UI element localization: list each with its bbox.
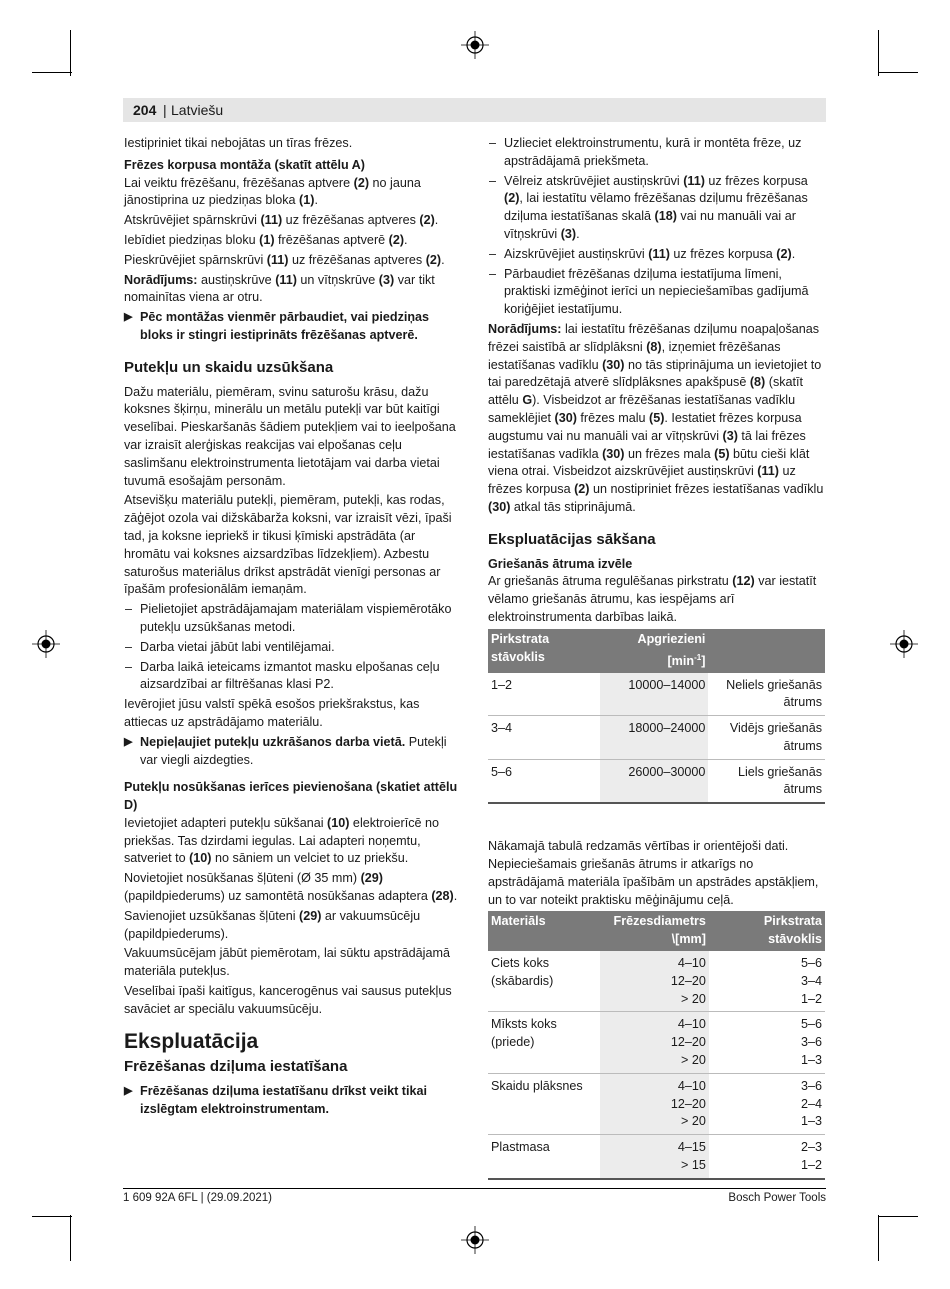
paragraph: Iebīdiet piedziņas bloku (1) frēzēšanas aptverē (2). [124, 232, 408, 247]
left-column [124, 135, 462, 1121]
crop-mark [878, 1215, 879, 1261]
table-header: Apgriezieni $[\min^{-1}]$ [600, 629, 708, 673]
arrow-icon: ▶ [124, 735, 133, 748]
list-item: – Darba laikā ieteicams izmantot masku elpošanas ceļu aizsardzībai ar filtrēšanas klasi P2. [125, 659, 440, 692]
section-title: Ekspluatācijas sākšana [488, 530, 656, 548]
table-row: 1–2 10000–14000 Neliels griešanās ātrums [488, 673, 825, 716]
table-header: Pirkstrata stāvoklis [488, 629, 600, 673]
arrow-icon: ▶ [124, 1085, 133, 1098]
paragraph: Ievērojiet jūsu valstī spēkā esošos priekšrakstus, kas attiecas uz apstrādājamo materiālu. [124, 697, 420, 729]
paragraph: Dažu materiālu, piemēram, svinu saturošu krāsu, dažu koksnes šķirņu, minerālu un metālu putekļi var būt kaitīgi veselībai. Pieskaršanās šādiem putekļiem vai to ieelpošana var izraisīt alerģiskas reakcijas vai elpošanas ceļu saslimšanu elektroinstrumenta lietotājam vai darba vietai tuvumā esošajām personām. [124, 384, 456, 488]
paragraph: Novietojiet nosūkšanas šļūteni (Ø 35 mm) (29) (papildpiederums) uz samontētā nosūkšanas adaptera (28). [124, 871, 458, 904]
footer-brand: Bosch Power Tools [728, 1192, 826, 1204]
registration-mark-left [32, 630, 60, 658]
material-table [488, 911, 825, 1179]
chapter-title: Ekspluatācija [124, 1029, 259, 1053]
section-subtitle: Putekļu nosūkšanas ierīces pievienošana (skatiet attēlu D) [124, 780, 458, 813]
table-header: Materiāls [488, 911, 600, 951]
speed-table [488, 629, 825, 805]
section-title: Putekļu un skaidu uzsūkšana [124, 358, 334, 376]
paragraph: Vakuumsūcējam jābūt piemērotam, lai sūktu apstrādājamā materiāla putekļus. [124, 946, 450, 979]
crop-mark [878, 30, 879, 76]
warning: ▶ Nepieļaujiet putekļu uzkrāšanos darba vietā. Putekļi var viegli aizdegties. [124, 734, 447, 767]
paragraph: Atskrūvējiet spārnskrūvi (11) uz frēzēšanas aptveres (2). [124, 213, 439, 228]
section-subtitle: Frēzes korpusa montāža (skatīt attēlu A) [124, 157, 365, 172]
crop-mark [32, 72, 72, 73]
page-number: 204 [133, 102, 157, 118]
section-subtitle: Griešanās ātruma izvēle [488, 556, 633, 571]
note: Norādījums: austiņskrūve (11) un vītņskrūve (3) var tikt nomainītas viena ar otru. [124, 272, 435, 305]
section-title: Frēzēšanas dziļuma iestatīšana [124, 1058, 348, 1076]
list-item: – Pārbaudiet frēzēšanas dziļuma iestatījuma līmeni, praktiski izmēģinot ierīci un nepieciešamības gadījumā koriģējiet iestatījumu. [489, 266, 809, 317]
crop-mark [878, 72, 918, 73]
list-item: – Uzlieciet elektroinstrumentu, kurā ir montēta frēze, uz apstrādājamā priekšmeta. [489, 136, 802, 168]
registration-mark-right [890, 630, 918, 658]
paragraph: Atsevišķu materiālu putekļi, piemēram, putekļi, kas rodas, zāģējot ozola vai dižskābarža koksni, var izraisīt vēzi, īpaši tad, ja koksne iepriekš ir tikusi ķīmiski apstrādāta (ar hromātu vai koksnes aizsardzības līdzekļiem). Azbestu saturošus materiālus drīkst apstrādāt vienīgi personas ar īpašām profesionālām iemaņām. [124, 493, 452, 597]
table-row: Ciets koks (skābardis) 4–10 12–20 > 20 5–6 3–4 1–2 [488, 951, 825, 1012]
list-item: – Vēlreiz atskrūvējiet austiņskrūvi (11) uz frēzes korpusa (2), lai iestatītu vēlamo frēzēšanas dziļumu frēzēšanas dziļuma iestatīšanas skalā (18) vai nu manuāli vai ar vītņskrūvi (3). [489, 173, 808, 241]
crop-mark [70, 30, 71, 76]
header-language: Latviešu [171, 102, 224, 118]
table-row: Mīksts koks (priede) 4–10 12–20 > 20 5–6 3–6 1–3 [488, 1012, 825, 1073]
warning: ▶ Pēc montāžas vienmēr pārbaudiet, vai piedziņas bloks ir stingri iestiprināts frēzēšanas aptverē. [124, 310, 430, 342]
note: Norādījums: lai iestatītu frēzēšanas dziļumu noapaļošanas frēzei saistībā ar slīdplāksni (8), izņemiet frēzēšanas iestatīšanas vadīklu (30) no tās stiprinājuma un ievietojiet to tai paredzētajā atverē slīdplāksnes apakšpusē (8) (skatīt attēlu G). Visbeidzot ar frēzēšanas iestatīšanas vadīklu sameklējiet (30) frēzes malu (5). Iestatiet frēzes korpusa augstumu vai nu manuāli vai ar vītņskrūvi (3) tā lai frēzes iestatīšanas vadīkla (30) un frēzes mala (5) būtu cieši klāt viena otrai. Visbeidzot aizskrūvējiet austiņskrūvi (11) uz frēzes korpusa (2) un nostipriniet frēzes iestatīšanas vadīklu (30) atkal tās stiprinājumā. [488, 321, 824, 514]
footer-rule [123, 1188, 826, 1189]
registration-mark-bottom [461, 1226, 489, 1254]
table-header [708, 629, 825, 673]
paragraph: Savienojiet uzsūkšanas šļūteni (29) ar vakuumsūcēju (papildpiederums). [124, 908, 421, 941]
paragraph: Ievietojiet adapteri putekļu sūkšanai (10) elektroierīcē no priekšas. Tas dzirdami iegulas. Lai adapteri noņemtu, satveriet to (10) no sāniem un velciet to uz priekšu. [124, 815, 440, 866]
right-column [488, 135, 826, 1180]
crop-mark [70, 1215, 71, 1261]
paragraph: Iestipriniet tikai nebojātas un tīras frēzes. [124, 136, 353, 150]
crop-mark [32, 1216, 72, 1217]
paragraph: Lai veiktu frēzēšanu, frēzēšanas aptvere (2) no jauna jānostiprina uz piedziņas bloka (1). [124, 175, 421, 208]
paragraph: Nākamajā tabulā redzamās vērtības ir orientējoši dati. Nepieciešamais griešanās ātrums ir atkarīgs no apstrādājamā materiāla īpašībām un apstrādes apstākļiem, un to var noteikt praktisku mēģinājumu ceļā. [488, 839, 819, 907]
arrow-icon: ▶ [124, 311, 133, 324]
table-header: Frēzesdiametrs \[mm] [600, 911, 709, 951]
paragraph: Pieskrūvējiet spārnskrūvi (11) uz frēzēšanas aptveres (2). [124, 252, 445, 267]
list-item: – Aizskrūvējiet austiņskrūvi (11) uz frēzes korpusa (2). [489, 246, 796, 261]
table-row: 5–6 26000–30000 Liels griešanās ātrums [488, 759, 825, 803]
table-row: Skaidu plāksnes 4–10 12–20 > 20 3–6 2–4 1–3 [488, 1073, 825, 1134]
page-header [123, 98, 826, 122]
crop-mark [878, 1216, 918, 1217]
table-row: Plastmasa 4–15 > 15 2–3 1–2 [488, 1135, 825, 1179]
header-separator: | [163, 102, 167, 118]
paragraph: Veselībai īpaši kaitīgus, kancerogēnus vai sausus putekļus savāciet ar speciālu vakuumsūcēju. [124, 984, 452, 1016]
registration-mark-top [461, 31, 489, 59]
list-item: – Darba vietai jābūt labi ventilējamai. [125, 639, 335, 654]
footer-doc-id: 1 609 92A 6FL | (29.09.2021) [123, 1192, 272, 1204]
list-item: – Pielietojiet apstrādājamajam materiālam vispiemērotāko putekļu uzsūkšanas metodi. [125, 602, 452, 634]
table-header: Pirkstrata stāvoklis [709, 911, 825, 951]
table-row: 3–4 18000–24000 Vidējs griešanās ātrums [488, 716, 825, 760]
paragraph: Ar griešanās ātruma regulēšanas pirkstratu (12) var iestatīt vēlamo griešanās ātrumu, kas iespējams arī elektroinstrumenta darbības laikā. [488, 574, 817, 624]
warning: ▶ Frēzēšanas dziļuma iestatīšanu drīkst veikt tikai izslēgtam elektroinstrumentam. [124, 1084, 427, 1117]
